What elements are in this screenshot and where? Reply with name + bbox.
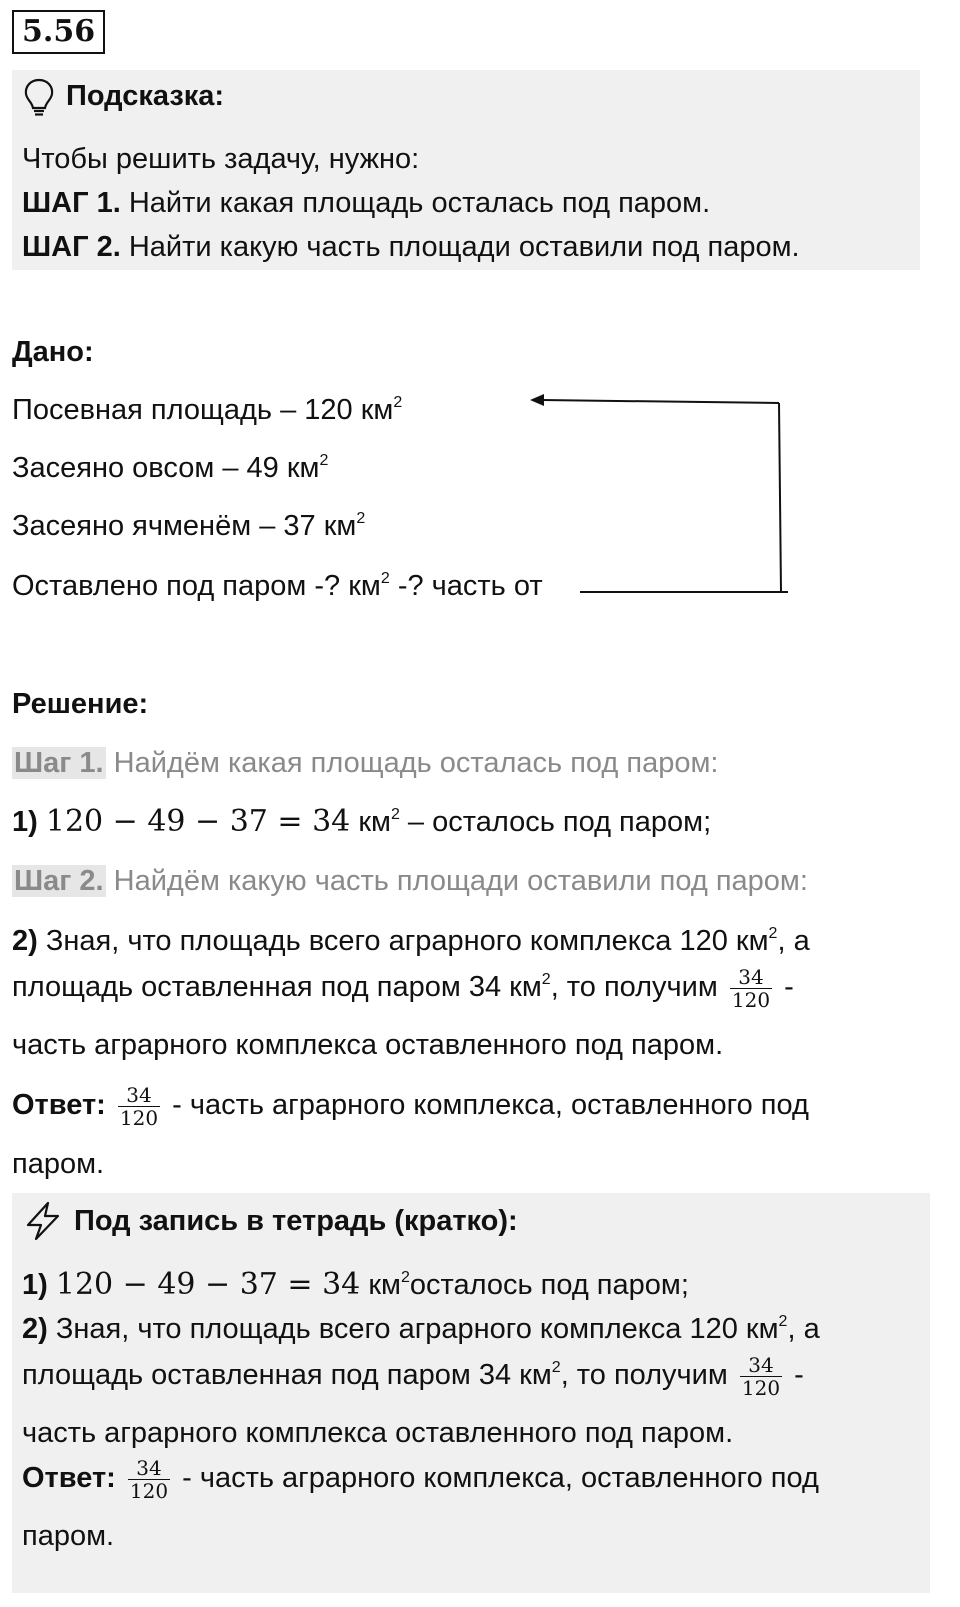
hint-intro: Чтобы решить задачу, нужно: [22, 143, 420, 175]
given-line-1-text: Посевная площадь – 120 км [12, 394, 394, 426]
superscript: 2 [356, 510, 366, 527]
fraction [730, 966, 772, 1011]
lightbulb-icon [22, 77, 56, 117]
hint-step1-text: Найти какая площадь осталась под паром. [120, 187, 711, 219]
answer-text: - часть аграрного комплекса, оставленного под [174, 1462, 819, 1495]
notes-answer-line2: паром. [22, 1520, 115, 1552]
solution-p2-line3: часть аграрного комплекса оставленного под паром. [12, 1029, 724, 1061]
p2-line1-end: , а [787, 1313, 820, 1345]
hint-title: Подсказка: [66, 80, 225, 112]
step2-label: Шаг 2. [14, 865, 104, 897]
fraction [740, 1354, 782, 1399]
notes-title: Под запись в тетрадь (кратко): [74, 1205, 518, 1237]
fraction-numerator: 34 [730, 966, 772, 989]
solution-p2-line2 [12, 966, 794, 1011]
step1-text: Найдём какая площадь осталась под паром: [105, 747, 719, 779]
superscript: 2 [390, 806, 400, 823]
answer-line1 [12, 1084, 809, 1129]
superscript: 2 [551, 1359, 561, 1377]
fraction-denominator: 120 [731, 988, 771, 1012]
superscript: 2 [778, 1313, 788, 1330]
answer-label: Ответ: [12, 1089, 106, 1122]
given-line-1 [12, 394, 402, 427]
notes-p2-line2 [22, 1354, 804, 1399]
hint-step2 [22, 231, 800, 264]
given-line-3 [12, 510, 365, 543]
step2-text: Найдём какую часть площади оставили под паром: [105, 865, 808, 897]
solution-equation [12, 804, 711, 839]
lightning-icon [24, 1201, 62, 1241]
hint-step1 [22, 187, 710, 220]
p2-line2-end: - [786, 1359, 804, 1392]
superscript: 2 [380, 570, 390, 587]
given-title: Дано: [12, 336, 94, 368]
equation: 120 − 49 − 37 = 34 [55, 1267, 361, 1302]
p2-line2-mid: , то получим [550, 971, 718, 1004]
paragraph-number: 2) [12, 925, 38, 957]
answer-text: - часть аграрного комплекса, оставленного под [164, 1089, 809, 1122]
solution-title: Решение: [12, 688, 149, 720]
fraction-numerator: 34 [128, 1457, 170, 1480]
hint-step2-text: Найти какую часть площади оставили под паром. [120, 231, 800, 263]
p2-line2-mid: , то получим [560, 1359, 728, 1392]
given-line-4-suffix: -? часть от [389, 570, 543, 602]
answer-label: Ответ: [22, 1462, 116, 1495]
p2-line1-text: Зная, что площадь всего аграрного комплекса 120 км [37, 925, 769, 957]
p2-line1-text: Зная, что площадь всего аграрного комплекса 120 км [47, 1313, 779, 1345]
given-line-4-text: Оставлено под паром -? км [12, 570, 381, 602]
notes-answer-line1 [22, 1457, 819, 1502]
paragraph-number: 2) [22, 1313, 48, 1345]
hint-step1-label: ШАГ 1. [22, 187, 121, 219]
superscript: 2 [541, 971, 551, 989]
notes-p2-line3: часть аграрного комплекса оставленного под паром. [22, 1417, 734, 1449]
fraction [118, 1084, 160, 1129]
given-line-2-text: Засеяно овсом – 49 км [12, 452, 320, 484]
step1-label: Шаг 1. [14, 747, 104, 779]
reference-arrow [520, 385, 800, 605]
p2-line2-end: - [776, 971, 794, 1004]
fraction-numerator: 34 [118, 1084, 160, 1107]
fraction-denominator: 120 [129, 1479, 169, 1503]
fraction-denominator: 120 [119, 1106, 159, 1130]
equation-text: осталось под паром; [409, 1269, 689, 1301]
solution-step2 [12, 865, 808, 898]
equation-unit: км [360, 1269, 401, 1301]
equation: 120 − 49 − 37 = 34 [45, 804, 351, 839]
given-line-3-text: Засеяно ячменём – 37 км [12, 510, 357, 542]
p2-line1-end: , а [777, 925, 810, 957]
arrowhead-icon [530, 394, 544, 406]
p2-line2-text: площадь оставленная под паром 34 км [22, 1359, 552, 1392]
answer-line2: паром. [12, 1148, 105, 1180]
p2-line2-text: площадь оставленная под паром 34 км [12, 971, 542, 1004]
superscript: 2 [768, 925, 778, 942]
equation-number: 1) [12, 806, 38, 838]
equation-text: – осталось под паром; [399, 806, 712, 838]
equation-unit: км [350, 806, 391, 838]
given-line-4 [12, 570, 543, 603]
superscript: 2 [400, 1269, 410, 1286]
equation-number: 1) [22, 1269, 48, 1301]
fraction [128, 1457, 170, 1502]
solution-p2-line1 [12, 925, 810, 958]
notes-p2-line1 [22, 1313, 820, 1346]
superscript: 2 [319, 452, 329, 469]
fraction-numerator: 34 [740, 1354, 782, 1377]
fraction-denominator: 120 [741, 1376, 781, 1400]
solution-step1 [12, 747, 718, 780]
superscript: 2 [393, 394, 403, 411]
given-line-2 [12, 452, 328, 485]
hint-step2-label: ШАГ 2. [22, 231, 121, 263]
task-number: 5.56 [12, 10, 105, 54]
notes-equation [22, 1267, 689, 1302]
